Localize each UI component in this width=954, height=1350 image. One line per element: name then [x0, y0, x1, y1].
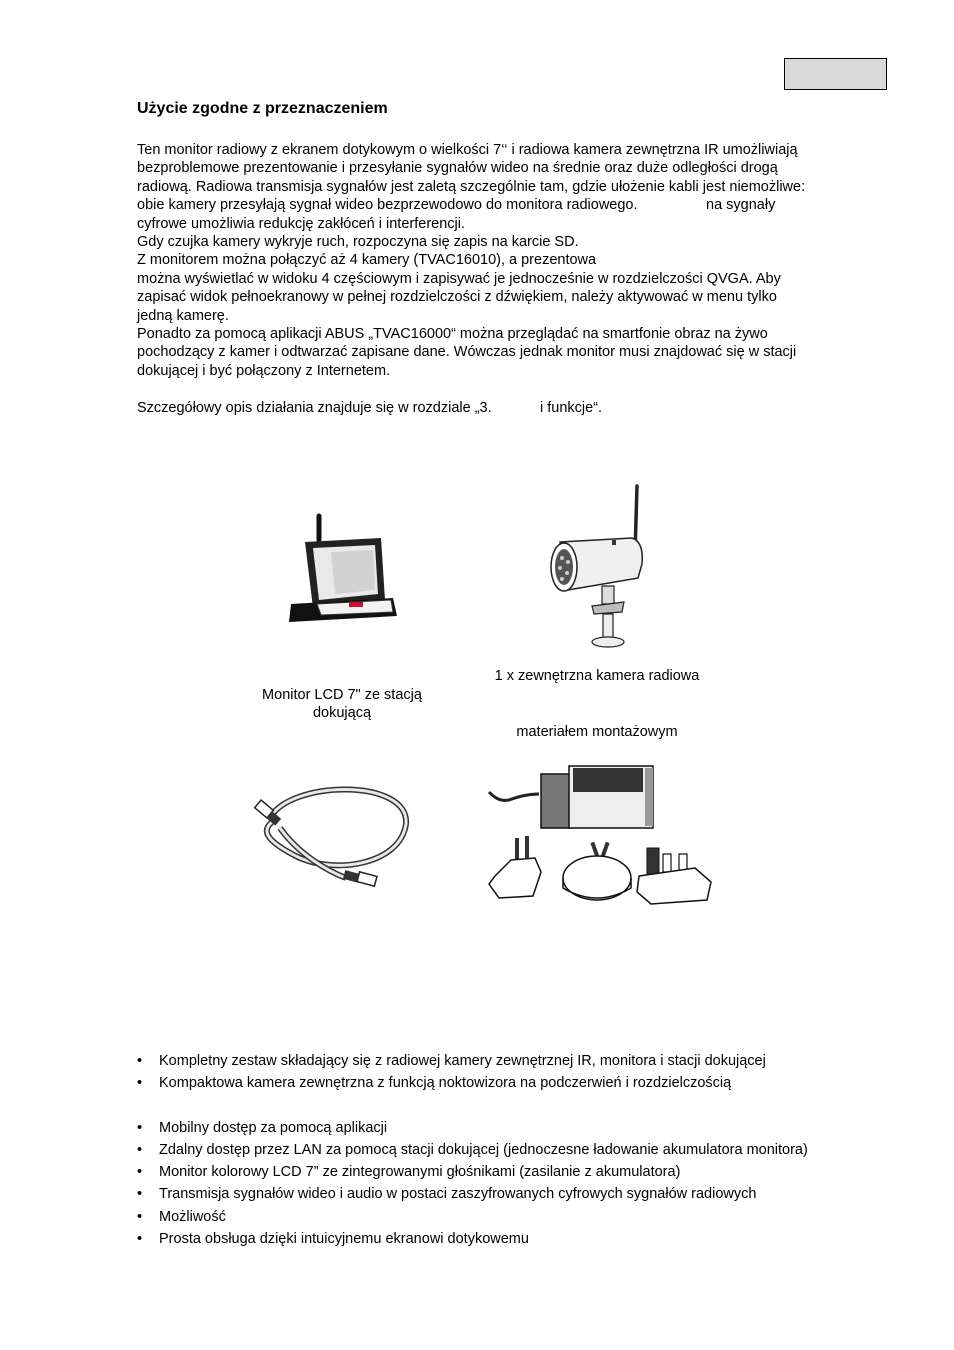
- network-cable-illustration: [250, 776, 415, 896]
- section-heading: Użycie zgodne z przeznaczeniem: [137, 100, 388, 117]
- intro-line: dokującej i być połączony z Internetem.: [137, 362, 391, 379]
- intro-line: radiową. Radiowa transmisja sygnałów jest zaletą szczególnie tam, gdzie ułożenie kabli jest niemożliwe:: [137, 178, 806, 195]
- bullet-icon: •: [137, 1231, 143, 1248]
- language-tab-box: [784, 58, 887, 90]
- monitor-caption-line: dokującą: [312, 705, 372, 721]
- feature-item: • Mobilny dostęp za pomocą aplikacji: [137, 1119, 388, 1136]
- details-reference: Szczegółowy opis działania znajduje się w rozdziale „3. i funkcje“.: [137, 400, 603, 416]
- intro-line: jedną kamerę.: [137, 307, 229, 324]
- intro-line: można wyświetlać w widoku 4 częściowym i zapisywać je jednocześnie w rozdzielczości QVGA. Aby: [137, 270, 781, 287]
- mounting-caption: materiałem montażowym: [516, 724, 678, 740]
- feature-item: • Transmisja sygnałów wideo i audio w postaci zaszyfrowanych cyfrowych sygnałów radiowych: [137, 1186, 757, 1203]
- feature-list: [137, 1052, 808, 1252]
- feature-spacer: [137, 1097, 808, 1119]
- intro-line: Ponadto za pomocą aplikacji ABUS „TVAC16000“ można przeglądać na smartfonie obraz na żywo: [137, 326, 768, 343]
- intro-line: bezproblemowe prezentowanie i przesyłanie sygnałów wideo na średnie oraz duże odległości drogą: [137, 160, 778, 177]
- monitor-caption: [250, 686, 434, 722]
- intro-line: Z monitorem można połączyć aż 4 kamery (TVAC16010), a prezentowa: [137, 252, 597, 269]
- bullet-icon: •: [137, 1186, 143, 1203]
- feature-item: • Monitor kolorowy LCD 7” ze zintegrowanymi głośnikami (zasilanie z akumulatora): [137, 1164, 681, 1181]
- bullet-icon: •: [137, 1208, 143, 1225]
- feature-item: • Możliwość: [137, 1208, 226, 1225]
- bullet-icon: •: [137, 1164, 143, 1181]
- intro-line: obie kamery przesyłają sygnał wideo bezprzewodowo do monitora radiowego. na sygnały: [137, 197, 776, 214]
- bullet-icon: •: [137, 1053, 143, 1069]
- feature-item: • Kompaktowa kamera zewnętrzna z funkcją noktowizora na podczerwień i rozdzielczością: [137, 1075, 732, 1092]
- bullet-icon: •: [137, 1119, 143, 1136]
- camera-caption: 1 x zewnętrzna kamera radiowa: [494, 668, 700, 684]
- bullet-icon: •: [137, 1141, 143, 1158]
- bullet-icon: •: [137, 1075, 143, 1092]
- monitor-illustration: [283, 512, 403, 622]
- intro-line: cyfrowe umożliwia redukcję zakłóceń i interferencji.: [137, 215, 465, 232]
- intro-line: pochodzący z kamer i odtwarzać zapisane dane. Wówczas jednak monitor musi znajdować się w stacji: [137, 344, 797, 361]
- power-adapter-illustration: [485, 758, 715, 906]
- intro-line: Gdy czujka kamery wykryje ruch, rozpoczyna się zapis na karcie SD.: [137, 234, 579, 251]
- feature-item: • Prosta obsługa dzięki intuicyjnemu ekranowi dotykowemu: [137, 1231, 529, 1248]
- intro-line: zapisać widok pełnoekranowy w pełnej rozdzielczości z dźwiękiem, należy aktywować w menu tylko: [137, 289, 777, 306]
- outdoor-camera-illustration: [540, 482, 660, 648]
- intro-paragraph: [137, 141, 805, 380]
- feature-item: • Zdalny dostęp przez LAN za pomocą stacji dokującej (jednoczesne ładowanie akumulatora monitora): [137, 1141, 808, 1158]
- feature-item: • Kompletny zestaw składający się z radiowej kamery zewnętrznej IR, monitora i stacji dokującej: [137, 1053, 766, 1069]
- monitor-caption-line: Monitor LCD 7" ze stacją: [262, 687, 422, 703]
- intro-line: Ten monitor radiowy z ekranem dotykowym o wielkości 7‘‘ i radiowa kamera zewnętrzna IR umożliwiają: [137, 142, 798, 158]
